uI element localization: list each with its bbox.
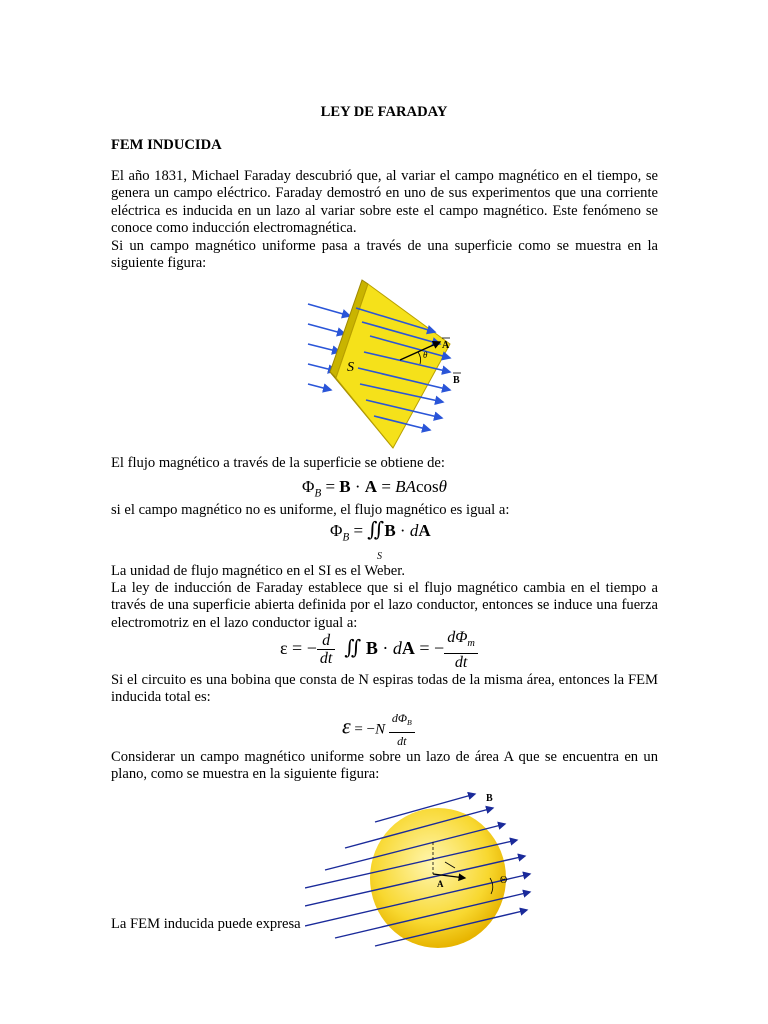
field-label: B xyxy=(486,793,493,804)
paragraph-loop: Considerar un campo magnético uniforme sobre un lazo de área A que se encuentra en un plano, como se muestra en la siguiente figura: xyxy=(111,749,658,783)
figure-loop-field xyxy=(305,788,537,948)
vector-b-label: B xyxy=(453,375,460,386)
paragraph-faraday-law: La ley de inducción de Faraday establece que si el flujo magnético cambia en el tiempo a través de una superficie abierta definida por el lazo conductor, entonces se induce una fuerza electromotriz en el lazo conductor igual a: xyxy=(111,580,658,631)
paragraph-coil: Si el circuito es una bobina que consta de N espiras todas de la misma área, entonces la FEM inducida total es: xyxy=(111,672,658,706)
paragraph-uniform-field: Si un campo magnético uniforme pasa a través de una superficie como se muestra en la siguiente figura: xyxy=(111,238,658,272)
paragraph-nonuniform: si el campo magnético no es uniforme, el flujo magnético es igual a: xyxy=(111,502,510,518)
equation-flux: $\Phi_B = B \cdot A = BAcos\theta$ xyxy=(302,477,447,500)
paragraph-flux: El flujo magnético a través de la superficie se obtiene de: xyxy=(111,455,445,471)
surface-label: S xyxy=(347,360,354,375)
equation-emf-coil: ε = −N $\frac{d\Phi_B}{dt}$ xyxy=(342,710,415,750)
paragraph-weber: La unidad de flujo magnético en el SI es el Weber. xyxy=(111,563,405,579)
paragraph-emf-expression: La FEM inducida puede expresa xyxy=(111,916,301,932)
section-heading: FEM INDUCIDA xyxy=(111,137,222,153)
equation-emf: ε = − $\frac{d}{dt}$ ∬ B · dA = − $\frac{d\Phi_m}{dt}$ xyxy=(280,629,478,671)
paragraph-intro: El año 1831, Michael Faraday descubrió que, al variar el campo magnético en el tiempo, se genera un campo eléctrico. Faraday demostró en uno de sus experimentos que una corriente eléctrica es inducida en un lazo al variar sobre este el campo magnético. Este fenómeno se conoce como inducción electromagnética. xyxy=(111,168,658,237)
vector-a-label: A xyxy=(442,340,450,351)
angle-label-theta: Θ xyxy=(500,875,508,886)
angle-label: θ xyxy=(423,350,428,360)
equation-flux-integral: $\Phi_B$ = ∬B · dA S xyxy=(330,519,431,562)
figure-flux-surface xyxy=(300,272,480,454)
area-label: A xyxy=(437,879,444,889)
page-title: LEY DE FARADAY xyxy=(320,104,448,120)
